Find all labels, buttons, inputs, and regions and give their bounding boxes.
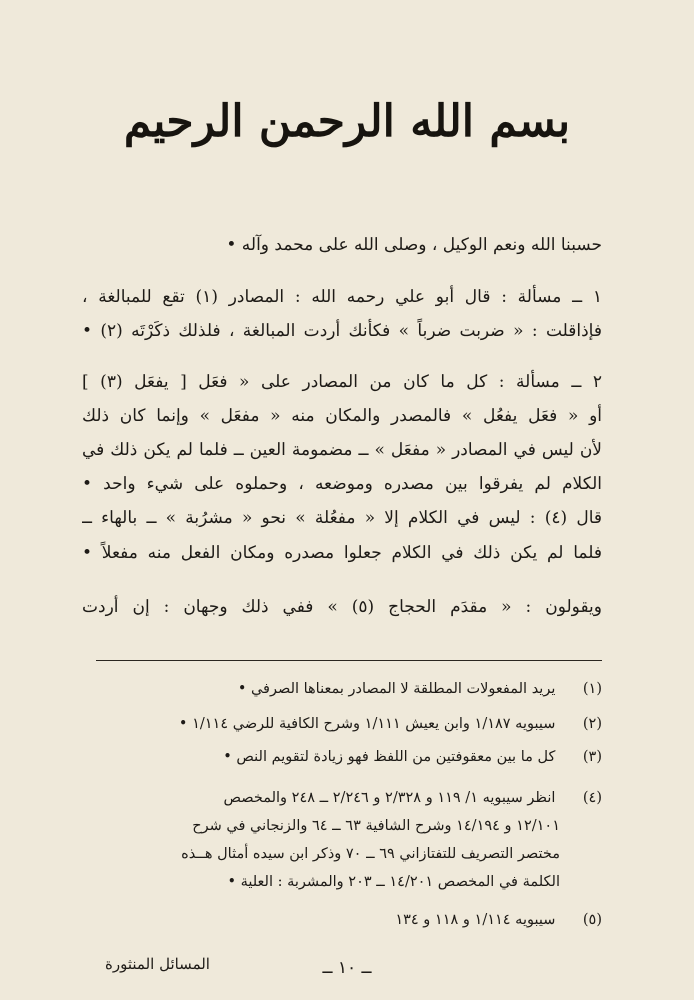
body-line: الكلام لم يفرقوا بين مصدره وموضعه ، وحملوه على شيء واحد •: [82, 474, 602, 494]
body-line: فلما لم يكن ذلك في الكلام جعلوا مصدره ومكان الفعل منه مفعلاً •: [82, 543, 602, 563]
footnote-text: سيبويه ١/١١٤ و ١١٨ و ١٣٤: [395, 912, 556, 928]
footnote-number: (٣): [582, 749, 602, 765]
running-title: المسائل المنثورة: [105, 955, 210, 973]
footnote-text: انظر سيبويه ١/ ١١٩ و ٢/٣٢٨ و ٢/٢٤٦ ــ ٢٤٨ والمخصص: [223, 790, 556, 806]
body-line: ويقولون : « مقدَم الحجاج (٥) » ففي ذلك وجهان : إن أردت: [82, 597, 602, 617]
body-line: لأن ليس في المصادر « مفعَل » ــ مضمومة العين ــ فلما لم يكن ذلك في: [82, 440, 602, 460]
body-line: قال (٤) : ليس في الكلام إلا « مفعُلة » نحو « مشرُبة » ــ بالهاء ــ: [82, 508, 602, 528]
footnote-number: (٤): [582, 790, 602, 806]
footnote-text: كل ما بين معقوفتين من اللفظ فهو زيادة لتقويم النص •: [223, 749, 556, 765]
footnote: [82, 909, 602, 931]
footnote-text: سيبويه ١/١٨٧ وابن يعيش ١/١١١ وشرح الكافية للرضي ١/١١٤ •: [178, 716, 556, 732]
footnote: [82, 746, 602, 768]
footnote-continuation: الكلمة في المخصص ١٤/٢٠١ ــ ٢٠٣ والمشربة : العلية •: [227, 874, 560, 890]
footnote-number: (٢): [582, 716, 602, 732]
body-line: أو « فعَل يفعُل » فالمصدر والمكان منه « مفعَل » وإنما كان ذلك: [82, 406, 602, 426]
footnote-text: يريد المفعولات المطلقة لا المصادر بمعناها الصرفي •: [237, 681, 556, 697]
footnote-number: (٥): [582, 912, 602, 928]
footnote: [82, 678, 602, 700]
body-line: ٢ ــ مسألة : كل ما كان من المصادر على « فعَل [ يفعَل (٣) ]: [82, 372, 602, 392]
footnote-continuation: ١٢/١٠١ و ١٤/١٩٤ وشرح الشافية ٦٣ ــ ٦٤ والزنجاني في شرح: [192, 818, 560, 834]
footnote-number: (١): [582, 681, 602, 697]
body-line: فإذاقلت : « ضربت ضرباً » فكأنك أردت المبالغة ، فلذلك ذكَرْتَه (٢) •: [82, 321, 602, 341]
footnote: [82, 713, 602, 735]
body-line: حسبنا الله ونعم الوكيل ، وصلى الله على محمد وآله •: [226, 235, 602, 255]
footnote-continuation: مختصر التصريف للتفتازاني ٦٩ ــ ٧٠ وذكر ابن سيده أمثال هــذه: [181, 846, 560, 862]
footnote-divider: [96, 660, 602, 661]
page-number: ــ ١٠ ــ: [322, 958, 372, 978]
basmala-heading: بسم الله الرحمن الرحيم: [123, 96, 571, 147]
footnote: [82, 787, 602, 809]
body-line: ١ ــ مسألة : قال أبو علي رحمه الله : المصادر (١) تقع للمبالغة ،: [82, 287, 602, 307]
